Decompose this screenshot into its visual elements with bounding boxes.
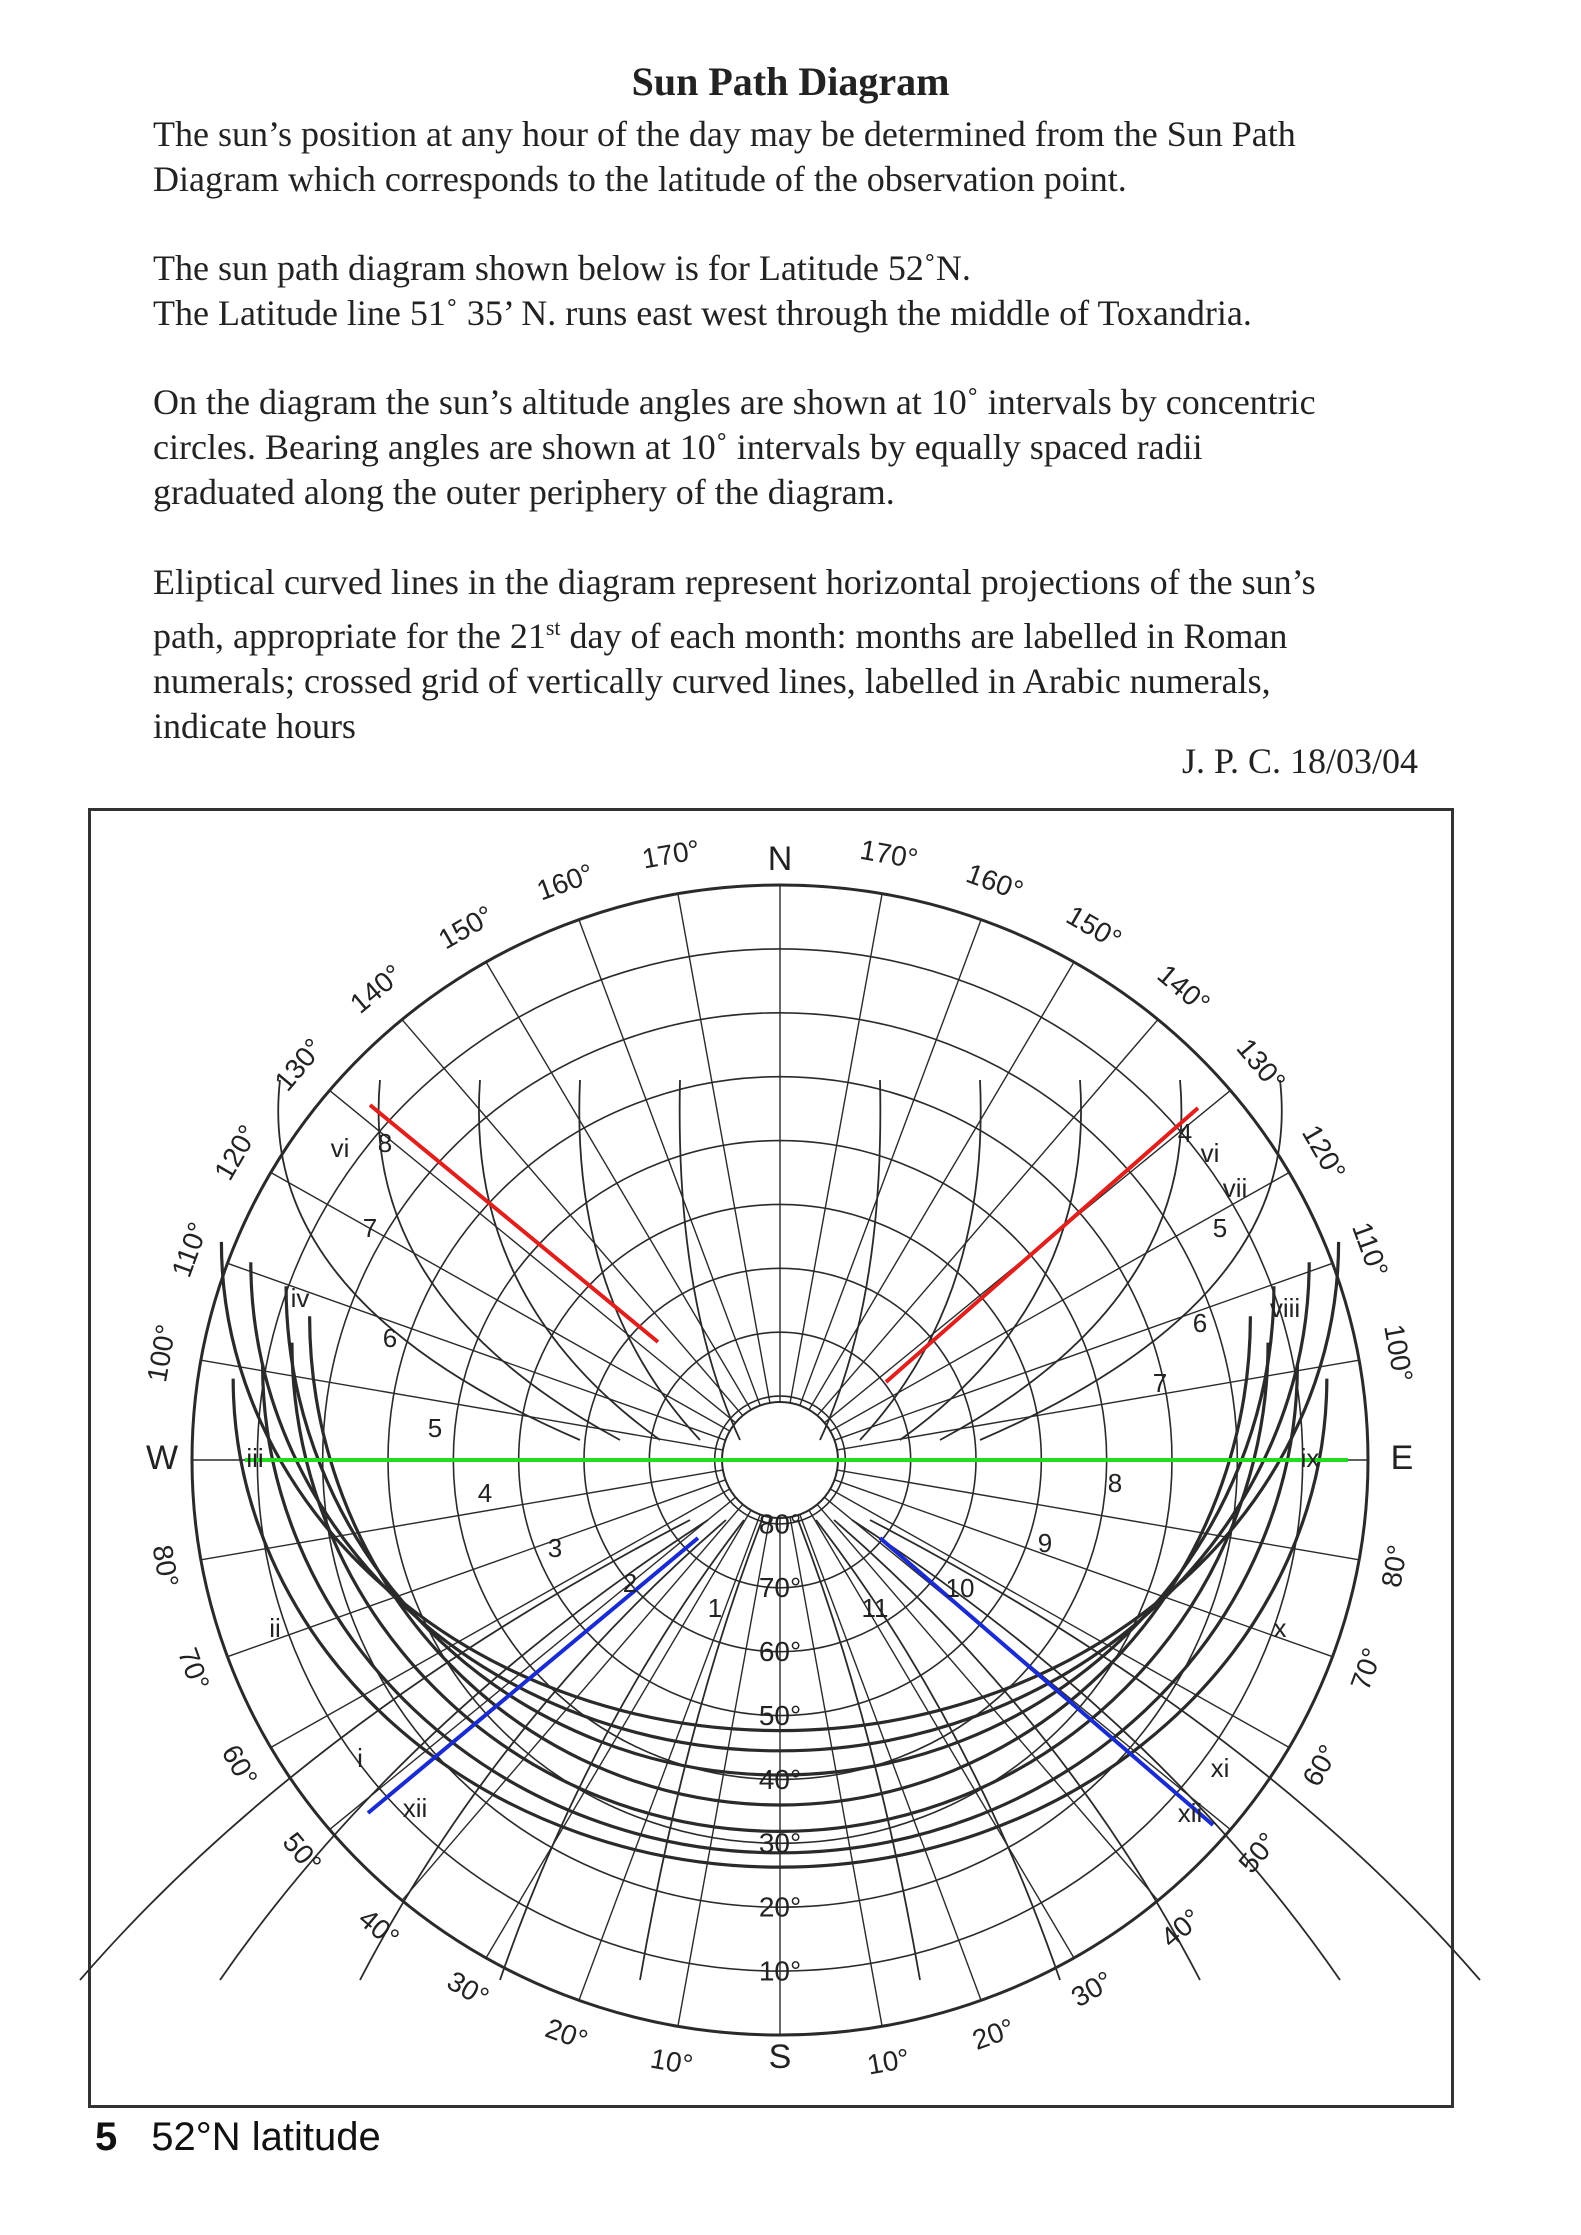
hour-line	[379, 1080, 620, 1440]
bearing-radius	[402, 1504, 743, 1900]
month-label: vi	[330, 1132, 350, 1163]
hour-label: 1	[707, 1592, 723, 1623]
december-sunrise-bearing-line	[368, 1538, 698, 1813]
figure-caption	[95, 2115, 381, 2160]
june-sunrise-bearing-line	[370, 1105, 658, 1342]
text-line: Diagram which corresponds to the latitude of the observation point.	[153, 159, 1127, 199]
bearing-label: 110°	[1346, 1218, 1395, 1282]
hour-line	[479, 1080, 660, 1440]
bearing-label: 150°	[1061, 899, 1127, 956]
bearing-label: 60°	[215, 1739, 264, 1792]
bearing-label: 100°	[1378, 1321, 1419, 1385]
bearing-radius	[486, 962, 751, 1410]
hour-label: 4	[1177, 1117, 1193, 1148]
altitude-label: 50°	[758, 1699, 802, 1731]
bearing-label: 140°	[344, 958, 409, 1020]
text-line: Eliptical curved lines in the diagram represent horizontal projections of the sun’s	[153, 562, 1316, 602]
hour-label: 6	[382, 1322, 398, 1353]
hour-label: 4	[477, 1477, 493, 1508]
bearing-label: 50°	[1232, 1826, 1284, 1879]
hour-label: 10	[945, 1572, 975, 1603]
bearing-label: 40°	[1154, 1902, 1208, 1954]
bearing-label: 150°	[433, 899, 499, 956]
bearing-label: 120°	[1296, 1119, 1352, 1186]
text-line: The sun’s position at any hour of the day may be determined from the Sun Path	[153, 114, 1296, 154]
bearing-radius	[678, 894, 770, 1403]
text-line: path, appropriate for the 21st day of each month: months are labelled in Roman	[153, 615, 1288, 656]
bearing-label: 70°	[1344, 1643, 1389, 1695]
altitude-label: 40°	[758, 1763, 802, 1795]
bearing-label: 160°	[532, 857, 598, 907]
month-label: i	[357, 1742, 363, 1773]
text-line: On the diagram the sun’s altitude angles are shown at 10˚ intervals by concentric	[153, 382, 1316, 422]
month-label: vi	[1200, 1137, 1220, 1168]
month-label: xii	[402, 1792, 428, 1823]
bearing-label: 140°	[1151, 958, 1216, 1020]
bearing-label: 60°	[1296, 1739, 1345, 1792]
page-title: Sun Path Diagram	[631, 59, 950, 104]
bearing-radius	[486, 1510, 751, 1958]
month-label: xii	[1177, 1797, 1203, 1828]
bearing-label: 30°	[1065, 1965, 1119, 2014]
hour-label: 9	[1037, 1527, 1053, 1558]
bearing-label: 100°	[141, 1321, 182, 1385]
bearing-label: 170°	[639, 833, 703, 875]
bearing-radius	[402, 1020, 743, 1416]
bearing-label: 130°	[268, 1032, 330, 1097]
hour-line	[820, 1080, 880, 1440]
text-line: circles. Bearing angles are shown at 10˚ intervals by equally spaced radii	[153, 427, 1203, 467]
north-label: N	[767, 839, 793, 878]
bearing-label: 10°	[864, 2042, 912, 2081]
bearing-label: 50°	[276, 1826, 328, 1879]
bearing-label: 120°	[208, 1119, 264, 1186]
hour-label: 7	[1152, 1367, 1168, 1398]
bearing-label: 80°	[146, 1542, 185, 1590]
bearing-label: 20°	[968, 2012, 1019, 2056]
bearing-radius	[835, 1480, 1333, 1657]
south-label: S	[768, 2037, 792, 2076]
bearing-radius	[817, 1020, 1158, 1416]
west-label: W	[145, 1438, 179, 1477]
bearing-radius	[579, 1515, 760, 2001]
text-line: indicate hours	[153, 706, 356, 746]
figure-caption-text: 52°N latitude	[151, 2115, 381, 2159]
month-label: x	[1273, 1612, 1287, 1643]
bearing-radius	[201, 1360, 723, 1450]
hour-label: 8	[377, 1127, 393, 1158]
bearing-radius	[809, 962, 1074, 1410]
text-line: numerals; crossed grid of vertically curved lines, labelled in Arabic numerals,	[153, 661, 1271, 701]
bearing-label: 40°	[352, 1902, 406, 1954]
hour-label: 3	[547, 1532, 563, 1563]
bearing-label: 160°	[962, 857, 1028, 907]
bearing-label: 30°	[441, 1965, 495, 2014]
text-line: graduated along the outer periphery of the diagram.	[153, 472, 895, 512]
month-label: xi	[1210, 1752, 1230, 1783]
text-line: The Latitude line 51˚ 35’ N. runs east west through the middle of Toxandria.	[153, 293, 1252, 333]
hour-label: 5	[1212, 1212, 1228, 1243]
author-signature: J. P. C. 18/03/04	[1181, 741, 1418, 781]
hour-label: 11	[861, 1592, 889, 1623]
bearing-label: 170°	[857, 833, 921, 875]
bearing-radius	[790, 894, 882, 1403]
month-label: viii	[1269, 1292, 1301, 1323]
bearing-radius	[809, 1510, 1074, 1958]
bearing-label: 70°	[171, 1643, 216, 1695]
hour-label: 7	[362, 1212, 378, 1243]
bearing-radius	[227, 1477, 725, 1657]
month-label: vii	[1222, 1172, 1248, 1203]
bearing-radius	[817, 1504, 1158, 1900]
month-label: iii	[246, 1442, 264, 1473]
hour-label: 2	[622, 1567, 638, 1598]
hour-line	[579, 1080, 700, 1440]
text-line: The sun path diagram shown below is for Latitude 52˚N.	[153, 248, 971, 288]
bearing-radius	[579, 920, 760, 1406]
altitude-label: 60°	[758, 1636, 802, 1668]
altitude-label: 30°	[758, 1827, 802, 1859]
bearing-label: 20°	[541, 2012, 592, 2056]
bearing-label: 110°	[165, 1218, 214, 1282]
altitude-label: 10°	[758, 1955, 802, 1987]
bearing-radius	[330, 1497, 736, 1829]
hour-line	[680, 1080, 740, 1440]
hour-label: 8	[1107, 1467, 1123, 1498]
bearing-label: 10°	[648, 2042, 696, 2081]
hour-line	[940, 1080, 1181, 1440]
hour-line	[900, 1080, 1081, 1440]
month-label: ix	[1300, 1442, 1320, 1473]
east-label: E	[1390, 1438, 1414, 1477]
altitude-label: 20°	[758, 1891, 802, 1923]
figure-number: 5	[95, 2115, 118, 2159]
altitude-label: 80°	[758, 1508, 802, 1540]
bearing-radius	[800, 920, 981, 1406]
altitude-label: 70°	[758, 1572, 802, 1604]
hour-line	[860, 1080, 981, 1440]
month-label: iv	[290, 1282, 310, 1313]
bearing-label: 80°	[1375, 1542, 1414, 1590]
hour-label: 5	[427, 1412, 443, 1443]
bearing-label: 130°	[1230, 1032, 1292, 1097]
hour-label: 6	[1192, 1307, 1208, 1338]
bearing-radius	[837, 1360, 1359, 1450]
month-label: ii	[269, 1612, 281, 1643]
